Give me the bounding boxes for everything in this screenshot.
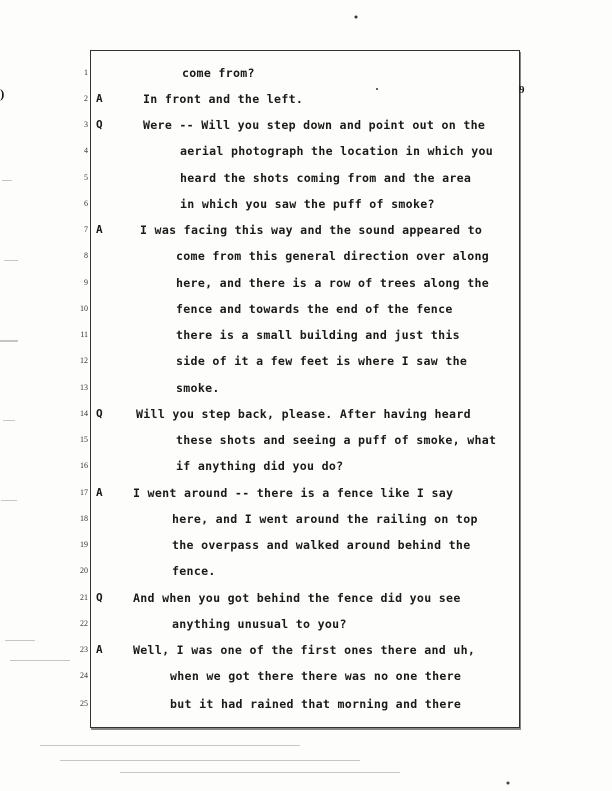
- transcript-line: [0, 643, 612, 669]
- transcript-line: [0, 486, 612, 512]
- line-text: if anything did you do?: [176, 459, 344, 473]
- line-number: 4: [84, 146, 88, 155]
- line-text: And when you got behind the fence did you see: [133, 591, 461, 605]
- line-text: these shots and seeing a puff of smoke, what: [176, 433, 497, 447]
- line-number: 16: [80, 461, 88, 470]
- speaker-label: Q: [96, 118, 103, 131]
- page-number: 9: [519, 84, 525, 96]
- line-number: 6: [84, 199, 88, 208]
- line-number: 10: [80, 304, 88, 313]
- line-text: Were -- Will you step down and point out on the: [143, 118, 486, 132]
- transcript-line: [0, 538, 612, 564]
- speaker-label: A: [96, 486, 103, 499]
- line-text: side of it a few feet is where I saw the: [176, 354, 468, 368]
- line-text: anything unusual to you?: [172, 617, 347, 631]
- transcript-line: [0, 512, 612, 538]
- transcript-line: [0, 617, 612, 643]
- transcript-line: [0, 433, 612, 459]
- line-number: 12: [80, 356, 88, 365]
- line-number: 20: [80, 566, 88, 575]
- line-text: Well, I was one of the first ones there and uh,: [133, 643, 476, 657]
- line-number: 9: [84, 278, 88, 287]
- line-text: smoke.: [176, 381, 220, 395]
- transcript-line: [0, 276, 612, 302]
- transcript-line: [0, 144, 612, 170]
- line-number: 11: [80, 330, 88, 339]
- line-text: In front and the left.: [143, 92, 304, 106]
- transcript-line: [0, 66, 612, 92]
- line-number: 21: [80, 593, 88, 602]
- transcript-line: [0, 564, 612, 590]
- line-number: 3: [84, 120, 88, 129]
- transcript-line: [0, 92, 612, 118]
- transcript-line: [0, 381, 612, 407]
- speaker-label: A: [96, 223, 103, 236]
- line-number: 22: [80, 619, 88, 628]
- transcript-line: [0, 697, 612, 723]
- line-text: here, and there is a row of trees along the: [176, 276, 490, 290]
- line-number: 5: [84, 173, 88, 182]
- line-text: come from?: [182, 66, 255, 80]
- line-text: in which you saw the puff of smoke?: [180, 197, 435, 211]
- transcript-line: [0, 459, 612, 485]
- line-number: 25: [80, 699, 88, 708]
- margin-mark: ): [0, 86, 5, 101]
- transcript-line: [0, 407, 612, 433]
- line-number: 1: [84, 68, 88, 77]
- line-text: heard the shots coming from and the area: [180, 171, 472, 185]
- speaker-label: A: [96, 643, 103, 656]
- transcript-line: [0, 354, 612, 380]
- line-text: I was facing this way and the sound appeared to: [140, 223, 483, 237]
- transcript-line: [0, 249, 612, 275]
- line-number: 19: [80, 540, 88, 549]
- line-text: Will you step back, please. After having heard: [136, 407, 471, 421]
- transcript-line: [0, 669, 612, 695]
- transcript-line: [0, 328, 612, 354]
- line-number: 8: [84, 251, 88, 260]
- line-text: aerial photograph the location in which you: [180, 144, 494, 158]
- line-number: 7: [84, 225, 88, 234]
- line-number: 17: [80, 488, 88, 497]
- line-number: 24: [80, 671, 88, 680]
- line-text: when we got there there was no one there: [170, 669, 462, 683]
- line-text: here, and I went around the railing on top: [172, 512, 478, 526]
- line-text: I went around -- there is a fence like I say: [133, 486, 454, 500]
- speaker-label: Q: [96, 591, 103, 604]
- line-number: 18: [80, 514, 88, 523]
- speaker-label: Q: [96, 407, 103, 420]
- transcript-line: [0, 302, 612, 328]
- line-text: come from this general direction over along: [176, 249, 490, 263]
- line-text: fence.: [172, 564, 216, 578]
- transcript-line: [0, 591, 612, 617]
- line-text: but it had rained that morning and there: [170, 697, 462, 711]
- line-number: 23: [80, 645, 88, 654]
- line-number: 15: [80, 435, 88, 444]
- transcript-line: [0, 171, 612, 197]
- line-text: there is a small building and just this: [176, 328, 460, 342]
- transcript-line: [0, 197, 612, 223]
- line-number: 2: [84, 94, 88, 103]
- transcript-line: [0, 118, 612, 144]
- transcript-line: [0, 223, 612, 249]
- line-text: fence and towards the end of the fence: [176, 302, 453, 316]
- speaker-label: A: [96, 92, 103, 105]
- line-number: 14: [80, 409, 88, 418]
- line-number: 13: [80, 383, 88, 392]
- line-text: the overpass and walked around behind the: [172, 538, 471, 552]
